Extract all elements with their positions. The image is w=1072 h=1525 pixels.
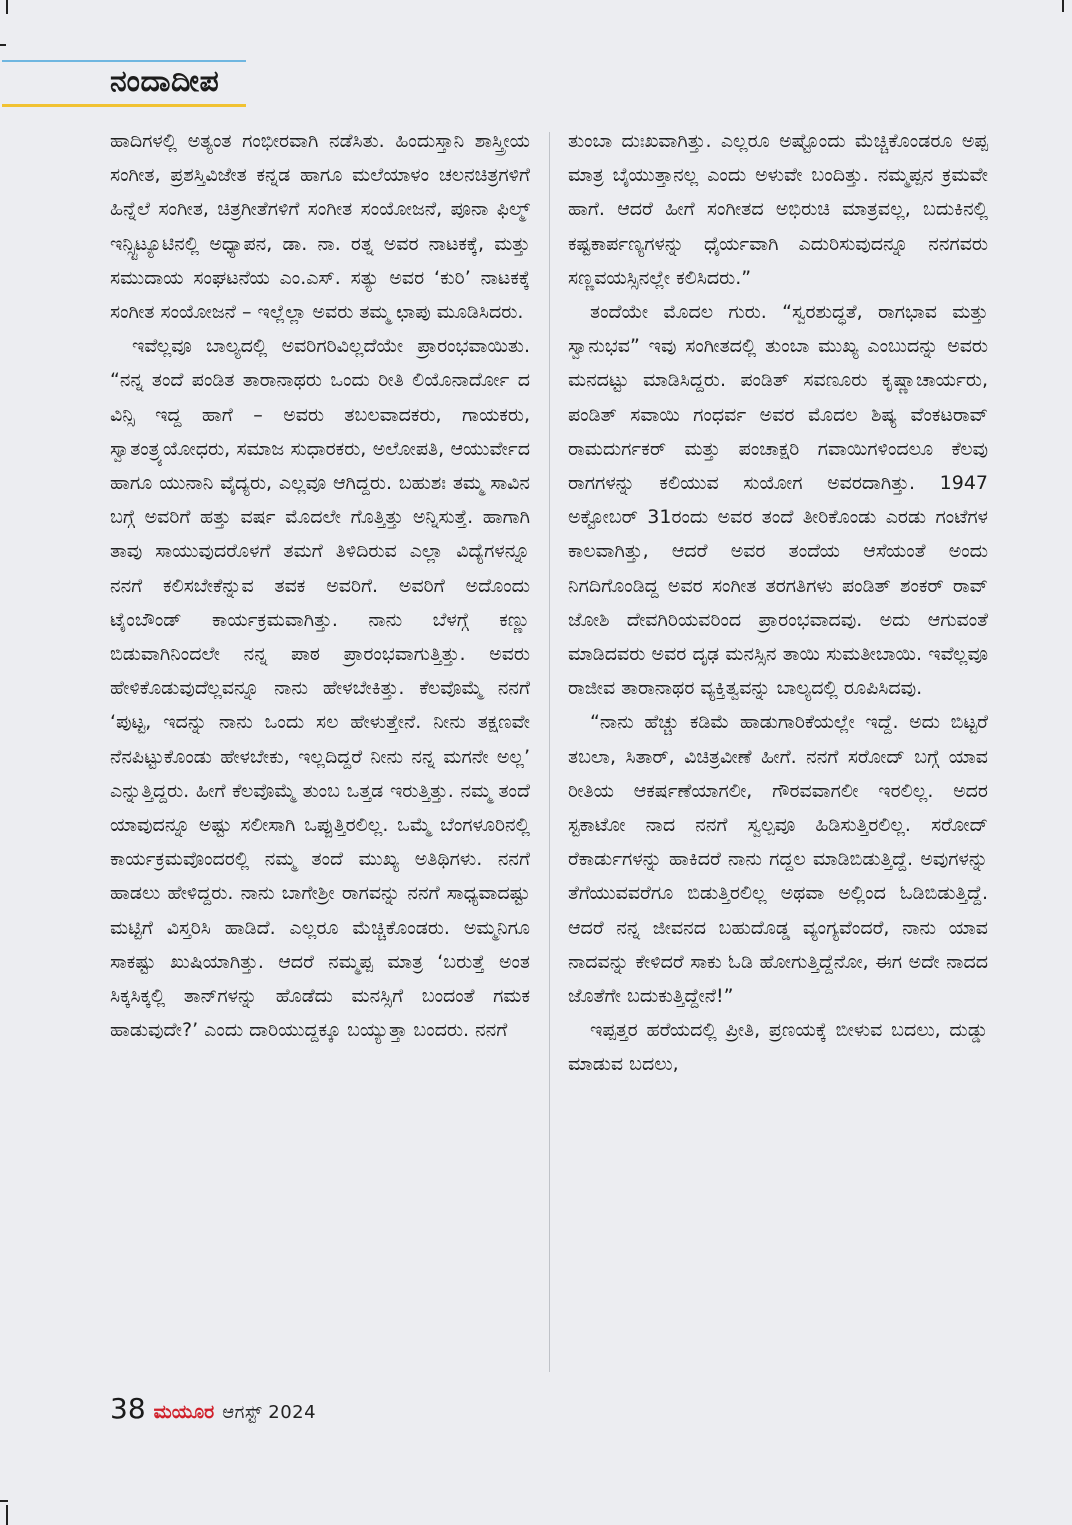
article-column-right bbox=[568, 124, 988, 1082]
crop-mark bbox=[0, 44, 6, 46]
section-title: ನಂದಾದೀಪ bbox=[110, 64, 220, 99]
column-divider bbox=[549, 132, 550, 1372]
paragraph: ತಂದೆಯೇ ಮೊದಲ ಗುರು. “ಸ್ವರಶುದ್ಧತೆ, ರಾಗಭಾವ ಮತ್ತು ಸ್ವಾನುಭವ” ಇವು ಸಂಗೀತದಲ್ಲಿ ತುಂಬಾ ಮುಖ್ಯ ಎಂಬುದನ್ನು ಅವರು ಮನದಟ್ಟು ಮಾಡಿಸಿದ್ದರು. ಪಂಡಿತ್ ಸವಣೂರು ಕೃಷ್ಣಾಚಾರ್ಯರು, ಪಂಡಿತ್ ಸವಾಯಿ ಗಂಧರ್ವ ಅವರ ಮೊದಲ ಶಿಷ್ಯ ವೆಂಕಟರಾವ್ ರಾಮದುರ್ಗಕರ್ ಮತ್ತು ಪಂಚಾಕ್ಷರಿ ಗವಾಯಿಗಳಿಂದಲೂ ಕೆಲವು ರಾಗಗಳನ್ನು ಕಲಿಯುವ ಸುಯೋಗ ಅವರದಾಗಿತ್ತು. 1947 ಅಕ್ಟೋಬರ್ 31ರಂದು ಅವರ ತಂದೆ ತೀರಿಕೊಂಡು ಎರಡು ಗಂಟೆಗಳ ಕಾಲವಾಗಿತ್ತು, ಆದರೆ ಅವರ ತಂದೆಯ ಆಸೆಯಂತೆ ಅಂದು ನಿಗದಿಗೊಂಡಿದ್ದ ಅವರ ಸಂಗೀತ ತರಗತಿಗಳು ಪಂಡಿತ್ ಶಂಕರ್ ರಾವ್ ಜೋಶಿ ದೇವಗಿರಿಯವರಿಂದ ಪ್ರಾರಂಭವಾದವು. ಅದು ಆಗುವಂತೆ ಮಾಡಿದವರು ಅವರ ದೃಢ ಮನಸ್ಸಿನ ತಾಯಿ ಸುಮತೀಬಾಯಿ. ಇವೆಲ್ಲವೂ ರಾಜೀವ ತಾರಾನಾಥರ ವ್ಯಕ್ತಿತ್ವವನ್ನು ಬಾಲ್ಯದಲ್ಲಿ ರೂಪಿಸಿದವು. bbox=[568, 301, 988, 700]
page-footer bbox=[110, 1392, 316, 1425]
crop-mark bbox=[6, 1505, 8, 1525]
crop-mark bbox=[1062, 0, 1064, 12]
paragraph: “ನಾನು ಹೆಚ್ಚು ಕಡಿಮೆ ಹಾಡುಗಾರಿಕೆಯಲ್ಲೇ ಇದ್ದೆ. ಅದು ಬಿಟ್ಟರೆ ತಬಲಾ, ಸಿತಾರ್, ವಿಚಿತ್ರವೀಣೆ ಹೀಗೆ. ನನಗೆ ಸರೋದ್ ಬಗ್ಗೆ ಯಾವ ರೀತಿಯ ಆಕರ್ಷಣೆಯಾಗಲೀ, ಗೌರವವಾಗಲೀ ಇರಲಿಲ್ಲ. ಅದರ ಸ್ಟಕಾಟೋ ನಾದ ನನಗೆ ಸ್ವಲ್ಪವೂ ಹಿಡಿಸುತ್ತಿರಲಿಲ್ಲ. ಸರೋದ್ ರೆಕಾರ್ಡುಗಳನ್ನು ಹಾಕಿದರೆ ನಾನು ಗದ್ದಲ ಮಾಡಿಬಿಡುತ್ತಿದ್ದೆ. ಅವುಗಳನ್ನು ತೆಗೆಯುವವರೆಗೂ ಬಿಡುತ್ತಿರಲಿಲ್ಲ ಅಥವಾ ಅಲ್ಲಿಂದ ಓಡಿಬಿಡುತ್ತಿದ್ದೆ. ಆದರೆ ನನ್ನ ಜೀವನದ ಬಹುದೊಡ್ಡ ವ್ಯಂಗ್ಯವೆಂದರೆ, ನಾನು ಯಾವ ನಾದವನ್ನು ಕೇಳಿದರೆ ಸಾಕು ಓಡಿ ಹೋಗುತ್ತಿದ್ದೆನೋ, ಈಗ ಅದೇ ನಾದದ ಜೊತೆಗೇ ಬದುಕುತ್ತಿದ್ದೇನೆ!” bbox=[568, 711, 988, 1008]
crop-mark bbox=[6, 0, 8, 14]
header-rule-blue bbox=[2, 60, 246, 62]
paragraph: ಇಪ್ಪತ್ತರ ಹರೆಯದಲ್ಲಿ ಪ್ರೀತಿ, ಪ್ರಣಯಕ್ಕೆ ಬೀಳುವ ಬದಲು, ದುಡ್ಡು ಮಾಡುವ ಬದಲು, bbox=[568, 1019, 988, 1076]
article-column-left bbox=[110, 124, 530, 1047]
paragraph: ಇವೆಲ್ಲವೂ ಬಾಲ್ಯದಲ್ಲಿ ಅವರಿಗರಿವಿಲ್ಲದೆಯೇ ಪ್ರಾರಂಭವಾಯಿತು. “ನನ್ನ ತಂದೆ ಪಂಡಿತ ತಾರಾನಾಥರು ಒಂದು ರೀತಿ ಲಿಯೊನಾರ್ದೋ ದ ವಿನ್ಸಿ ಇದ್ದ ಹಾಗೆ – ಅವರು ತಬಲವಾದಕರು, ಗಾಯಕರು, ಸ್ವಾತಂತ್ರ್ಯಯೋಧರು, ಸಮಾಜ ಸುಧಾರಕರು, ಅಲೋಪತಿ, ಆಯುರ್ವೇದ ಹಾಗೂ ಯುನಾನಿ ವೈದ್ಯರು, ಎಲ್ಲವೂ ಆಗಿದ್ದರು. ಬಹುಶಃ ತಮ್ಮ ಸಾವಿನ ಬಗ್ಗೆ ಅವರಿಗೆ ಹತ್ತು ವರ್ಷ ಮೊದಲೇ ಗೊತ್ತಿತ್ತು ಅನ್ನಿಸುತ್ತೆ. ಹಾಗಾಗಿ ತಾವು ಸಾಯುವುದರೊಳಗೆ ತಮಗೆ ತಿಳಿದಿರುವ ಎಲ್ಲಾ ವಿದ್ಯೆಗಳನ್ನೂ ನನಗೆ ಕಲಿಸಬೇಕೆನ್ನುವ ತವಕ ಅವರಿಗೆ. ಅವರಿಗೆ ಅದೊಂದು ಟೈಂಬೌಂಡ್ ಕಾರ್ಯಕ್ರಮವಾಗಿತ್ತು. ನಾನು ಬೆಳಗ್ಗೆ ಕಣ್ಣು ಬಿಡುವಾಗಿನಿಂದಲೇ ನನ್ನ ಪಾಠ ಪ್ರಾರಂಭವಾಗುತ್ತಿತ್ತು. ಅವರು ಹೇಳಿಕೊಡುವುದೆಲ್ಲವನ್ನೂ ನಾನು ಹೇಳಬೇಕಿತ್ತು. ಕೆಲವೊಮ್ಮೆ ನನಗೆ ‘ಪುಟ್ಟ, ಇದನ್ನು ನಾನು ಒಂದು ಸಲ ಹೇಳುತ್ತೇನೆ. ನೀನು ತಕ್ಷಣವೇ ನೆನಪಿಟ್ಟುಕೊಂಡು ಹೇಳಬೇಕು, ಇಲ್ಲದಿದ್ದರೆ ನೀನು ನನ್ನ ಮಗನೇ ಅಲ್ಲ’ ಎನ್ನುತ್ತಿದ್ದರು. ಹೀಗೆ ಕೆಲವೊಮ್ಮೆ ತುಂಬ ಒತ್ತಡ ಇರುತ್ತಿತ್ತು. ನಮ್ಮ ತಂದೆ ಯಾವುದನ್ನೂ ಅಷ್ಟು ಸಲೀಸಾಗಿ ಒಪ್ಪುತ್ತಿರಲಿಲ್ಲ. ಒಮ್ಮೆ ಬೆಂಗಳೂರಿನಲ್ಲಿ ಕಾರ್ಯಕ್ರಮವೊಂದರಲ್ಲಿ ನಮ್ಮ ತಂದೆ ಮುಖ್ಯ ಅತಿಥಿಗಳು. ನನಗೆ ಹಾಡಲು ಹೇಳಿದ್ದರು. ನಾನು ಬಾಗೇಶ್ರೀ ರಾಗವನ್ನು ನನಗೆ ಸಾಧ್ಯವಾದಷ್ಟು ಮಟ್ಟಿಗೆ ವಿಸ್ತರಿಸಿ ಹಾಡಿದೆ. ಎಲ್ಲರೂ ಮೆಚ್ಚಿಕೊಂಡರು. ಅಮ್ಮನಿಗೂ ಸಾಕಷ್ಟು ಖುಷಿಯಾಗಿತ್ತು. ಆದರೆ ನಮ್ಮಪ್ಪ ಮಾತ್ರ ‘ಬರುತ್ತೆ ಅಂತ ಸಿಕ್ಕಸಿಕ್ಕಲ್ಲಿ ತಾನ್‌ಗಳನ್ನು ಹೊಡೆದು ಮನಸ್ಸಿಗೆ ಬಂದಂತೆ ಗಮಕ ಹಾಡುವುದೇ?’ ಎಂದು ದಾರಿಯುದ್ದಕ್ಕೂ ಬಯ್ಯುತ್ತಾ ಬಂದರು. ನನಗೆ bbox=[110, 335, 530, 1042]
page-number: 38 bbox=[110, 1392, 146, 1425]
magazine-name: ಮಯೂರ bbox=[153, 1401, 215, 1423]
paragraph: ಹಾದಿಗಳಲ್ಲಿ ಅತ್ಯಂತ ಗಂಭೀರವಾಗಿ ನಡೆಸಿತು. ಹಿಂದುಸ್ತಾನಿ ಶಾಸ್ತ್ರೀಯ ಸಂಗೀತ, ಪ್ರಶಸ್ತಿವಿಜೇತ ಕನ್ನಡ ಹಾಗೂ ಮಲೆಯಾಳಂ ಚಲನಚಿತ್ರಗಳಿಗೆ ಹಿನ್ನೆಲೆ ಸಂಗೀತ, ಚಿತ್ರಗೀತೆಗಳಿಗೆ ಸಂಗೀತ ಸಂಯೋಜನೆ, ಪೂನಾ ಫಿಲ್ಮ್ ಇನ್ಸ್ಟಿಟ್ಯೂಟಿನಲ್ಲಿ ಅಧ್ಯಾಪನ, ಡಾ. ನಾ. ರತ್ನ ಅವರ ನಾಟಕಕ್ಕೆ, ಮತ್ತು ಸಮುದಾಯ ಸಂಘಟನೆಯ ಎಂ.ಎಸ್. ಸತ್ಯು ಅವರ ‘ಕುರಿ’ ನಾಟಕಕ್ಕೆ ಸಂಗೀತ ಸಂಯೋಜನೆ – ಇಲ್ಲೆಲ್ಲಾ ಅವರು ತಮ್ಮ ಛಾಪು ಮೂಡಿಸಿದರು. bbox=[110, 130, 530, 324]
header-rule-yellow bbox=[2, 104, 246, 107]
paragraph: ತುಂಬಾ ದುಃಖವಾಗಿತ್ತು. ಎಲ್ಲರೂ ಅಷ್ಟೊಂದು ಮೆಚ್ಚಿಕೊಂಡರೂ ಅಪ್ಪ ಮಾತ್ರ ಬೈಯುತ್ತಾನಲ್ಲ ಎಂದು ಅಳುವೇ ಬಂದಿತ್ತು. ನಮ್ಮಪ್ಪನ ಕ್ರಮವೇ ಹಾಗೆ. ಆದರೆ ಹೀಗೆ ಸಂಗೀತದ ಅಭಿರುಚಿ ಮಾತ್ರವಲ್ಲ, ಬದುಕಿನಲ್ಲಿ ಕಷ್ಟಕಾರ್ಪಣ್ಯಗಳನ್ನು ಧೈರ್ಯವಾಗಿ ಎದುರಿಸುವುದನ್ನೂ ನನಗವರು ಸಣ್ಣವಯಸ್ಸಿನಲ್ಲೇ ಕಲಿಸಿದರು.” bbox=[568, 130, 988, 289]
crop-mark bbox=[0, 1500, 8, 1502]
issue-date: ಆಗಸ್ಟ್ 2024 bbox=[222, 1402, 317, 1423]
